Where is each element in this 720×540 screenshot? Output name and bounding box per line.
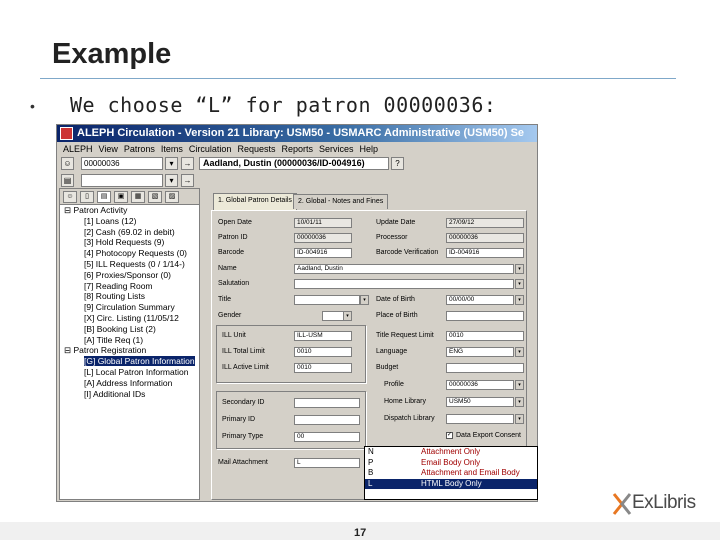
patron-search-row: [57, 156, 538, 172]
chevron-down-icon[interactable]: ▾: [515, 264, 524, 274]
exlibris-logo-text: ExLibris: [632, 492, 696, 513]
tab-requests-icon[interactable]: ▣: [114, 191, 128, 203]
tree-item-label: [7] Reading Room: [84, 280, 153, 291]
tree-item[interactable]: [64, 367, 199, 378]
tab-circulation-icon[interactable]: ▤: [97, 191, 111, 203]
barcode-field[interactable]: ID-004916: [294, 248, 352, 258]
tab-global-patron-details[interactable]: 1. Global Patron Details: [213, 193, 297, 210]
date-of-birth-label: Date of Birth: [376, 296, 415, 303]
collapse-icon[interactable]: ⊟: [64, 205, 74, 215]
patron-label: Aadland, Dustin (00000036/ID-004916): [199, 157, 389, 170]
mail-attachment-label: Mail Attachment: [218, 459, 268, 466]
menu-item-view[interactable]: View: [98, 144, 118, 154]
title-request-limit-label: Title Request Limit: [376, 332, 434, 339]
profile-label: Profile: [384, 381, 404, 388]
menu-item-patrons[interactable]: Patrons: [123, 144, 155, 154]
bullet-marker: •: [30, 98, 35, 114]
aleph-app-icon: [60, 127, 73, 140]
option-text: Attachment and Email Body: [421, 468, 520, 477]
dropdown-option[interactable]: [365, 468, 537, 479]
tree-item[interactable]: [64, 378, 199, 389]
chevron-down-icon[interactable]: ▾: [515, 295, 524, 305]
tree-item[interactable]: [64, 302, 199, 313]
tree-item[interactable]: [64, 248, 199, 259]
item-barcode-input[interactable]: [81, 174, 163, 187]
patron-id-label: Patron ID: [218, 234, 248, 241]
tree-group[interactable]: [64, 205, 199, 216]
menu-item-help[interactable]: Help: [359, 144, 379, 154]
help-button[interactable]: ?: [391, 157, 404, 170]
update-date-field[interactable]: 27/09/12: [446, 218, 524, 228]
mail-attachment-field[interactable]: L: [294, 458, 360, 468]
date-of-birth-field[interactable]: 00/00/00: [446, 295, 514, 305]
tree-group[interactable]: [64, 345, 199, 356]
tree-item-label: [L] Local Patron Information: [84, 366, 189, 377]
place-of-birth-field[interactable]: [446, 311, 524, 321]
patron-id-field[interactable]: 00000036: [294, 233, 352, 243]
tree-item[interactable]: [64, 237, 199, 248]
tree-group-label: Patron Registration: [73, 345, 147, 356]
chevron-down-icon[interactable]: ▾: [165, 174, 178, 187]
option-code: L: [368, 478, 373, 488]
tree-item-label: [6] Proxies/Sponsor (0): [84, 269, 171, 280]
open-date-field[interactable]: 10/01/11: [294, 218, 352, 228]
primary-type-field[interactable]: 00: [294, 432, 360, 442]
page-number: 17: [354, 527, 367, 539]
patron-icon[interactable]: ☺: [61, 157, 74, 170]
profile-field[interactable]: 00000036: [446, 380, 514, 390]
chevron-down-icon[interactable]: ▾: [515, 397, 524, 407]
chevron-down-icon[interactable]: ▾: [165, 157, 178, 170]
patron-id-input[interactable]: 00000036: [81, 157, 163, 170]
dropdown-option[interactable]: [365, 447, 537, 458]
tree-item[interactable]: [64, 227, 199, 238]
name-field[interactable]: Aadland, Dustin: [294, 264, 514, 274]
tree-item-label: [G] Global Patron Information: [84, 356, 195, 367]
tab-global-notes-fines[interactable]: 2. Global - Notes and Fines: [293, 194, 388, 209]
window-title: ALEPH Circulation - Version 21 Library: USM50 - USMARC Administrative (USM50) Se: [77, 127, 525, 139]
tree-item[interactable]: [64, 281, 199, 292]
tree-item-label: [A] Title Req (1): [84, 334, 144, 345]
tree-item[interactable]: [64, 356, 199, 367]
secondary-id-label: Secondary ID: [222, 399, 265, 406]
home-library-field[interactable]: USM50: [446, 397, 514, 407]
chevron-down-icon[interactable]: ▾: [515, 414, 524, 424]
tree-item[interactable]: [64, 259, 199, 270]
menu-item-items[interactable]: Items: [160, 144, 183, 154]
option-code: N: [368, 447, 374, 456]
tree-item[interactable]: [64, 291, 199, 302]
language-label: Language: [376, 348, 408, 355]
slide-title: Example: [52, 38, 172, 70]
budget-label: Budget: [376, 364, 399, 371]
detail-tabs: [213, 194, 533, 210]
title-request-limit-field[interactable]: 0010: [446, 331, 524, 341]
chevron-down-icon[interactable]: ▾: [343, 311, 352, 321]
primary-type-label: Primary Type: [222, 433, 264, 440]
salutation-field[interactable]: [294, 279, 514, 289]
collapse-icon[interactable]: ⊟: [64, 345, 74, 356]
dropdown-option[interactable]: [365, 458, 537, 469]
tree-item-label: [2] Cash (69.02 in debit): [84, 226, 175, 237]
window-titlebar: [57, 125, 538, 142]
option-text: Email Body Only: [421, 457, 481, 467]
mail-attachment-dropdown[interactable]: [364, 446, 538, 500]
tab-reports-icon[interactable]: ▦: [131, 191, 145, 203]
tab-patron-icon[interactable]: ☺: [63, 191, 77, 203]
place-of-birth-label: Place of Birth: [376, 312, 418, 319]
primary-id-label: Primary ID: [222, 416, 256, 423]
barcode-label: Barcode: [218, 249, 245, 256]
menu-item-reports[interactable]: Reports: [281, 144, 313, 154]
tree-item-label: [3] Hold Requests (9): [84, 237, 165, 248]
ill-unit-label: ILL Unit: [222, 332, 246, 339]
title-divider: [40, 78, 676, 79]
name-label: Name: [218, 265, 237, 272]
primary-id-field[interactable]: [294, 415, 360, 425]
home-library-label: Home Library: [384, 398, 427, 405]
data-export-checkbox[interactable]: ✓: [447, 432, 453, 438]
open-date-label: Open Date: [218, 219, 252, 226]
tree-item[interactable]: [64, 335, 199, 346]
tree-item-label: [I] Additional IDs: [84, 388, 146, 399]
go-arrow-icon[interactable]: →: [181, 174, 194, 187]
option-code: P: [368, 457, 374, 467]
ill-unit-field[interactable]: ILL-USM: [294, 331, 352, 341]
tree-tab-bar: [60, 189, 199, 205]
chevron-down-icon[interactable]: ▾: [360, 295, 369, 305]
chevron-down-icon[interactable]: ▾: [515, 279, 524, 289]
tree-item-label: [4] Photocopy Requests (0): [84, 248, 188, 259]
menu-bar: [57, 142, 538, 156]
tree-item-label: [1] Loans (12): [84, 215, 137, 226]
exlibris-logo-icon: [612, 492, 632, 518]
tree-item[interactable]: [64, 216, 199, 227]
tree-item-label: [A] Address Information: [84, 377, 173, 388]
ill-total-limit-field[interactable]: 0010: [294, 347, 352, 357]
menu-item-requests[interactable]: Requests: [237, 144, 276, 154]
go-arrow-icon[interactable]: →: [181, 157, 194, 170]
dropdown-option[interactable]: [365, 479, 537, 490]
tree-item-label: [5] ILL Requests (0 / 1/14-): [84, 258, 185, 269]
salutation-label: Salutation: [218, 280, 250, 287]
patron-tree: [60, 205, 199, 399]
item-icon[interactable]: ▤: [61, 174, 74, 187]
bullet-text: We choose “L” for patron 00000036:: [70, 93, 497, 117]
processor-label: Processor: [376, 234, 408, 241]
chevron-down-icon[interactable]: ▾: [515, 347, 524, 357]
title-label: Title: [218, 296, 231, 303]
tree-item[interactable]: [64, 270, 199, 281]
data-export-label: Data Export Consent: [456, 432, 521, 439]
tree-item-label: [9] Circulation Summary: [84, 302, 175, 313]
processor-field[interactable]: 00000036: [446, 233, 524, 243]
option-text: Attachment Only: [421, 447, 481, 456]
dispatch-library-label: Dispatch Library: [384, 415, 435, 422]
option-code: B: [368, 468, 374, 477]
item-search-row: [57, 173, 538, 189]
tree-item[interactable]: [64, 324, 199, 335]
tab-settings-icon[interactable]: ▨: [165, 191, 179, 203]
barcode-verification-label: Barcode Verification: [376, 249, 439, 256]
gender-label: Gender: [218, 312, 242, 319]
ill-active-limit-field[interactable]: 0010: [294, 363, 352, 373]
barcode-verification-field[interactable]: ID-004916: [446, 248, 524, 258]
menu-item-aleph[interactable]: ALEPH: [63, 144, 93, 154]
budget-field[interactable]: [446, 363, 524, 373]
dispatch-library-field[interactable]: [446, 414, 514, 424]
menu-item-services[interactable]: Services: [319, 144, 354, 154]
tree-group-label: Patron Activity: [73, 205, 128, 215]
tree-item-label: [X] Circ. Listing (11/05/12: [84, 312, 179, 323]
chevron-down-icon[interactable]: ▾: [515, 380, 524, 390]
tree-item[interactable]: [64, 389, 199, 400]
ill-total-limit-label: ILL Total Limit: [222, 348, 265, 355]
tab-item-icon[interactable]: ▯: [80, 191, 94, 203]
ill-active-limit-label: ILL Active Limit: [222, 364, 269, 371]
option-text: HTML Body Only: [421, 478, 482, 488]
tab-services-icon[interactable]: ▧: [148, 191, 162, 203]
update-date-label: Update Date: [376, 219, 416, 226]
menu-item-circulation[interactable]: Circulation: [188, 144, 232, 154]
secondary-id-field[interactable]: [294, 398, 360, 408]
navigation-tree-pane: [59, 188, 200, 500]
tree-item-label: [8] Routing Lists: [84, 291, 145, 302]
title-field[interactable]: [294, 295, 360, 305]
tree-item-label: [B] Booking List (2): [84, 323, 156, 334]
tree-item[interactable]: [64, 313, 199, 324]
language-field[interactable]: ENG: [446, 347, 514, 357]
